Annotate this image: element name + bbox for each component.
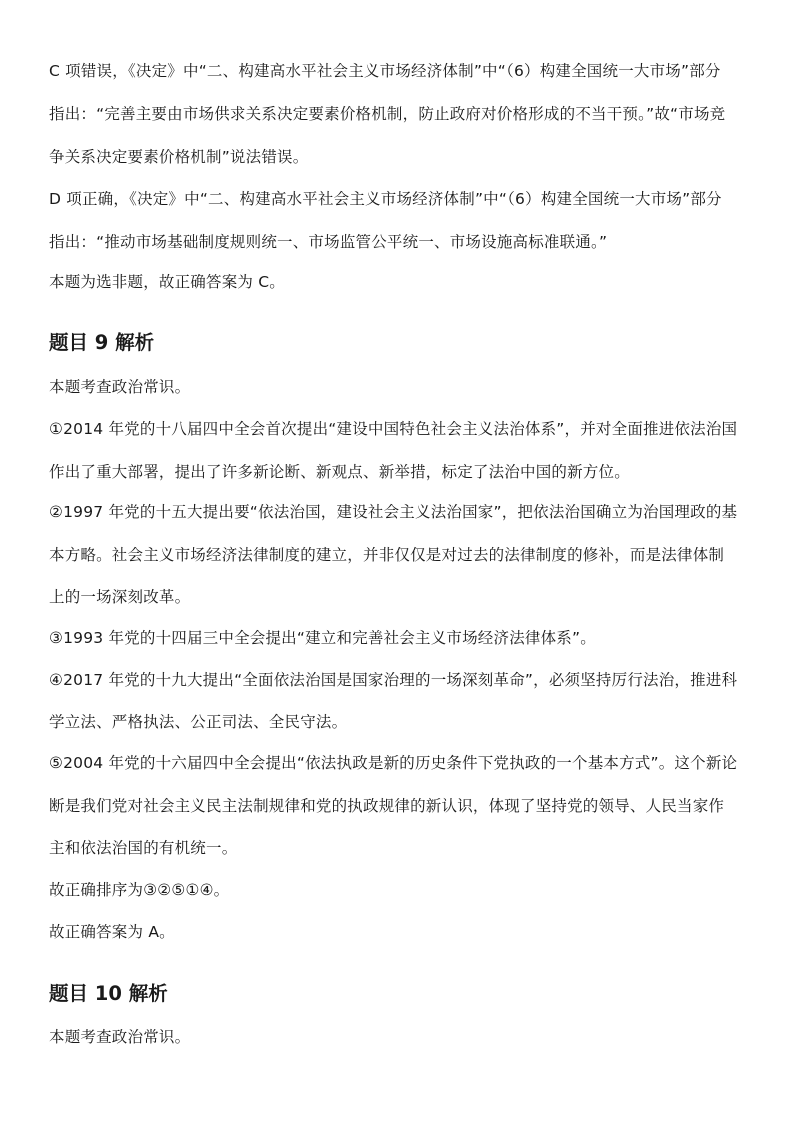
text-line: 争关系决定要素价格机制”说法错误。 <box>49 148 309 166</box>
text-line: ②1997 年党的十五大提出要“依法治国，建设社会主义法治国家”，把依法治国确立为治国理政的基 <box>49 503 738 521</box>
text-line: 作出了重大部署，提出了许多新论断、新观点、新举措，标定了法治中国的新方位。 <box>49 463 630 481</box>
section-heading-q9: 题目 9 解析 <box>49 331 155 354</box>
text-line: 指出：“推动市场基础制度规则统一、市场监管公平统一、市场设施高标准联通。” <box>49 233 608 251</box>
text-line: 断是我们党对社会主义民主法制规律和党的执政规律的新认识，体现了坚持党的领导、人民当家作 <box>49 797 725 815</box>
section-heading-q10: 题目 10 解析 <box>49 982 168 1005</box>
text-line: 本题考查政治常识。 <box>49 378 191 396</box>
text-line: ⑤2004 年党的十六届四中全会提出“依法执政是新的历史条件下党执政的一个基本方式”。这个新论 <box>49 754 738 772</box>
text-line: ④2017 年党的十九大提出“全面依法治国是国家治理的一场深刻革命”，必须坚持厉行法治，推进科 <box>49 671 738 689</box>
text-line: 本方略。社会主义市场经济法律制度的建立，并非仅仅是对过去的法律制度的修补，而是法律体制 <box>49 546 725 564</box>
text-line: 故正确排序为③②⑤①④。 <box>49 881 230 899</box>
text-line: 学立法、严格执法、公正司法、全民守法。 <box>49 713 348 731</box>
text-line: ①2014 年党的十八届四中全会首次提出“建设中国特色社会主义法治体系”，并对全面推进依法治国 <box>49 420 738 438</box>
text-line: D 项正确，《决定》中“二、构建高水平社会主义市场经济体制”中“（6）构建全国统一大市场”部分 <box>49 190 722 208</box>
text-line: ③1993 年党的十四届三中全会提出“建立和完善社会主义市场经济法律体系”。 <box>49 629 596 647</box>
text-line: 故正确答案为 A。 <box>49 923 175 941</box>
text-line: C 项错误，《决定》中“二、构建高水平社会主义市场经济体制”中“（6）构建全国统一大市场”部分 <box>49 62 721 80</box>
text-line: 本题为选非题，故正确答案为 C。 <box>49 273 285 291</box>
text-line: 本题考查政治常识。 <box>49 1028 191 1046</box>
text-line: 指出：“完善主要由市场供求关系决定要素价格机制，防止政府对价格形成的不当干预。”故“市场竞 <box>49 105 726 123</box>
text-line: 主和依法治国的有机统一。 <box>49 839 238 857</box>
text-line: 上的一场深刻改革。 <box>49 588 191 606</box>
